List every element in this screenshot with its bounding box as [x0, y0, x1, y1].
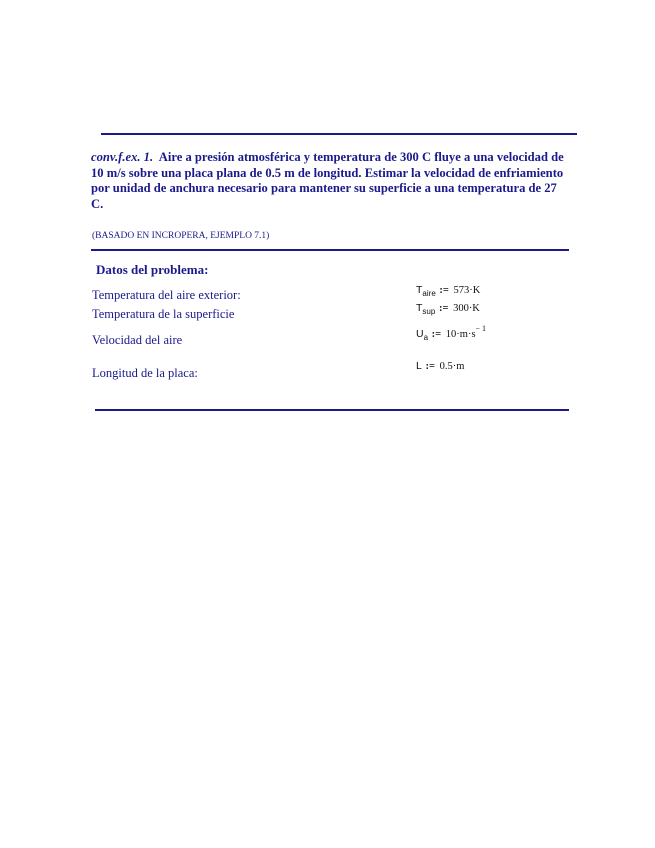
- variable-value: 573·K: [453, 285, 481, 296]
- problem-reference: conv.f.ex. 1.: [91, 150, 154, 164]
- assign-operator: :=: [425, 361, 435, 372]
- air-temperature-label: Temperatura del aire exterior:: [92, 288, 241, 302]
- assign-operator: :=: [438, 303, 449, 314]
- problem-statement: [91, 150, 571, 212]
- variable-symbol: U: [416, 328, 424, 340]
- variable-value: 10·m·s: [445, 329, 476, 340]
- surface-temperature-definition: [416, 302, 480, 314]
- bottom-divider: [95, 409, 569, 411]
- variable-subscript: a: [423, 333, 429, 342]
- middle-divider: [91, 249, 569, 251]
- variable-symbol: T: [416, 284, 423, 296]
- problem-text: Aire a presión atmosférica y temperatura de 300 C fluye a una velocidad de 10 m/s sobre una placa plana de 0.5 m de longitud. Estimar la velocidad de enfriamiento por unidad de anchura necesario para mantener su superficie a una temperatura de 27 C.: [91, 150, 564, 211]
- variable-subscript: aire: [422, 289, 436, 298]
- assign-operator: :=: [439, 285, 449, 296]
- variable-symbol: L: [416, 360, 422, 372]
- variable-value: 0.5·m: [439, 361, 465, 372]
- air-velocity-definition: [416, 324, 487, 342]
- air-temperature-definition: [416, 284, 480, 296]
- variable-exponent: − 1: [475, 324, 487, 333]
- air-velocity-label: Velocidad del aire: [92, 333, 183, 347]
- source-note: (BASADO EN INCROPERA, EJEMPLO 7.1): [92, 231, 270, 241]
- variable-symbol: T: [416, 302, 423, 314]
- variable-subscript: sup: [422, 307, 436, 316]
- top-divider: [101, 133, 577, 135]
- assign-operator: :=: [431, 329, 442, 340]
- plate-length-definition: [416, 360, 464, 372]
- plate-length-label: Longitud de la placa:: [92, 366, 198, 380]
- data-heading: Datos del problema:: [96, 262, 209, 277]
- variable-value: 300·K: [453, 303, 480, 314]
- surface-temperature-label: Temperatura de la superficie: [92, 307, 235, 321]
